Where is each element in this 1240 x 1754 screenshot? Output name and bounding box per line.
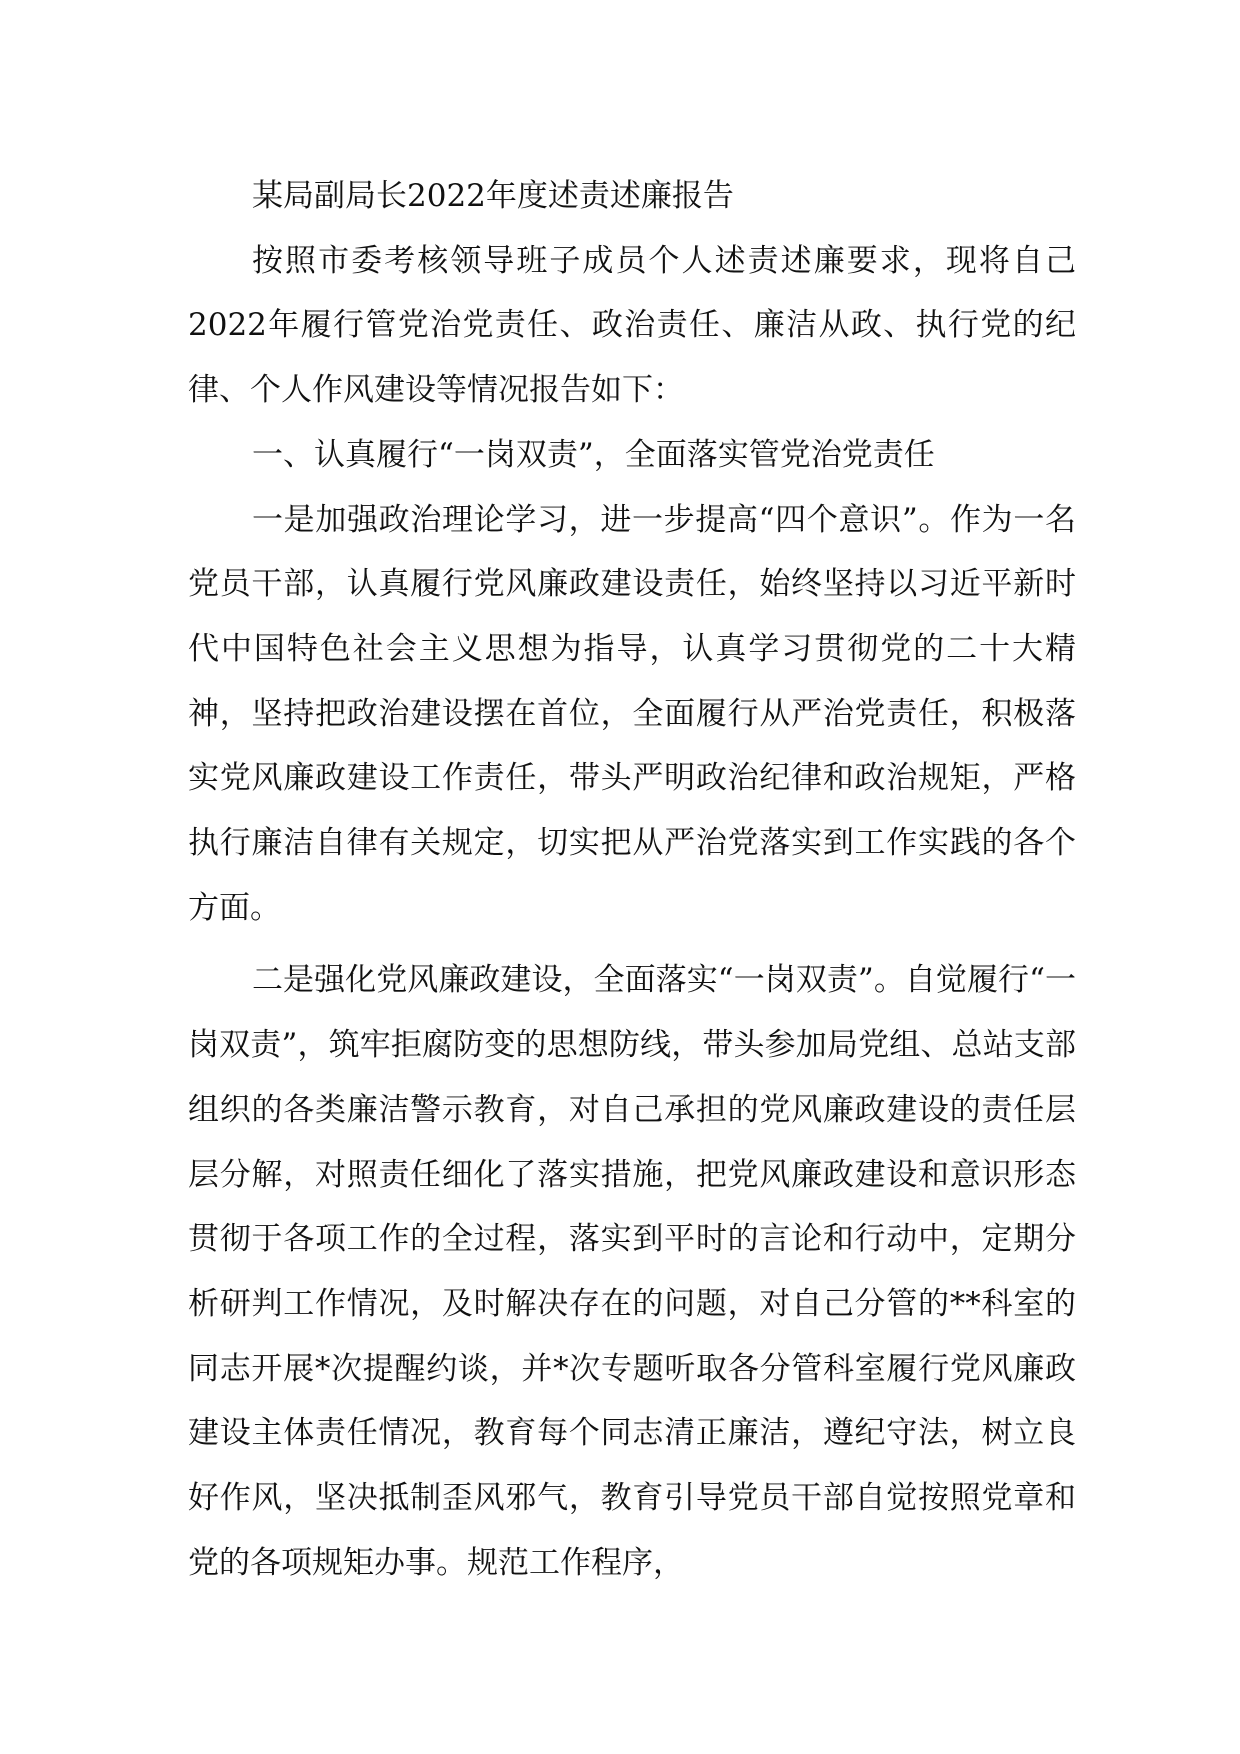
section-heading-1: 一、认真履行“一岗双责”，全面落实管党治党责任 <box>252 436 935 473</box>
body-paragraph-2: 二是强化党风廉政建设，全面落实“一岗双责”。自觉履行“一岗双责”，筑牢拒腐防变的思想防线，带头参加局党组、总站支部组织的各类廉洁警示教育，对自己承担的党风廉政建设的责任层层分解，对照责任细化了落实措施，把党风廉政建设和意识形态贯彻于各项工作的全过程，落实到平时的言论和行动中，定期分析研判工作情况，及时解决存在的问题，对自己分管的**科室的同志开展*次提醒约谈，并*次专题听取各分管科室履行党风廉政建设主体责任情况，教育每个同志清正廉洁，遵纪守法，树立良好作风，坚决抵制歪风邪气，教育引导党员干部自觉按照党章和党的各项规矩办事。规范工作程序， <box>188 962 1076 1581</box>
document-body <box>188 164 1076 1595</box>
intro-paragraph: 按照市委考核领导班子成员个人述责述廉要求，现将自己2022年履行管党治党责任、政治责任、廉洁从政、执行党的纪律、个人作风建设等情况报告如下： <box>188 242 1076 409</box>
document-title: 某局副局长2022年度述责述廉报告 <box>252 178 734 214</box>
body-paragraph-1: 一是加强政治理论学习，进一步提高“四个意识”。作为一名党员干部，认真履行党风廉政建设责任，始终坚持以习近平新时代中国特色社会主义思想为指导，认真学习贯彻党的二十大精神，坚持把政治建设摆在首位，全面履行从严治党责任，积极落实党风廉政建设工作责任，带头严明政治纪律和政治规矩，严格执行廉洁自律有关规定，切实把从严治党落实到工作实践的各个方面。 <box>188 501 1076 926</box>
